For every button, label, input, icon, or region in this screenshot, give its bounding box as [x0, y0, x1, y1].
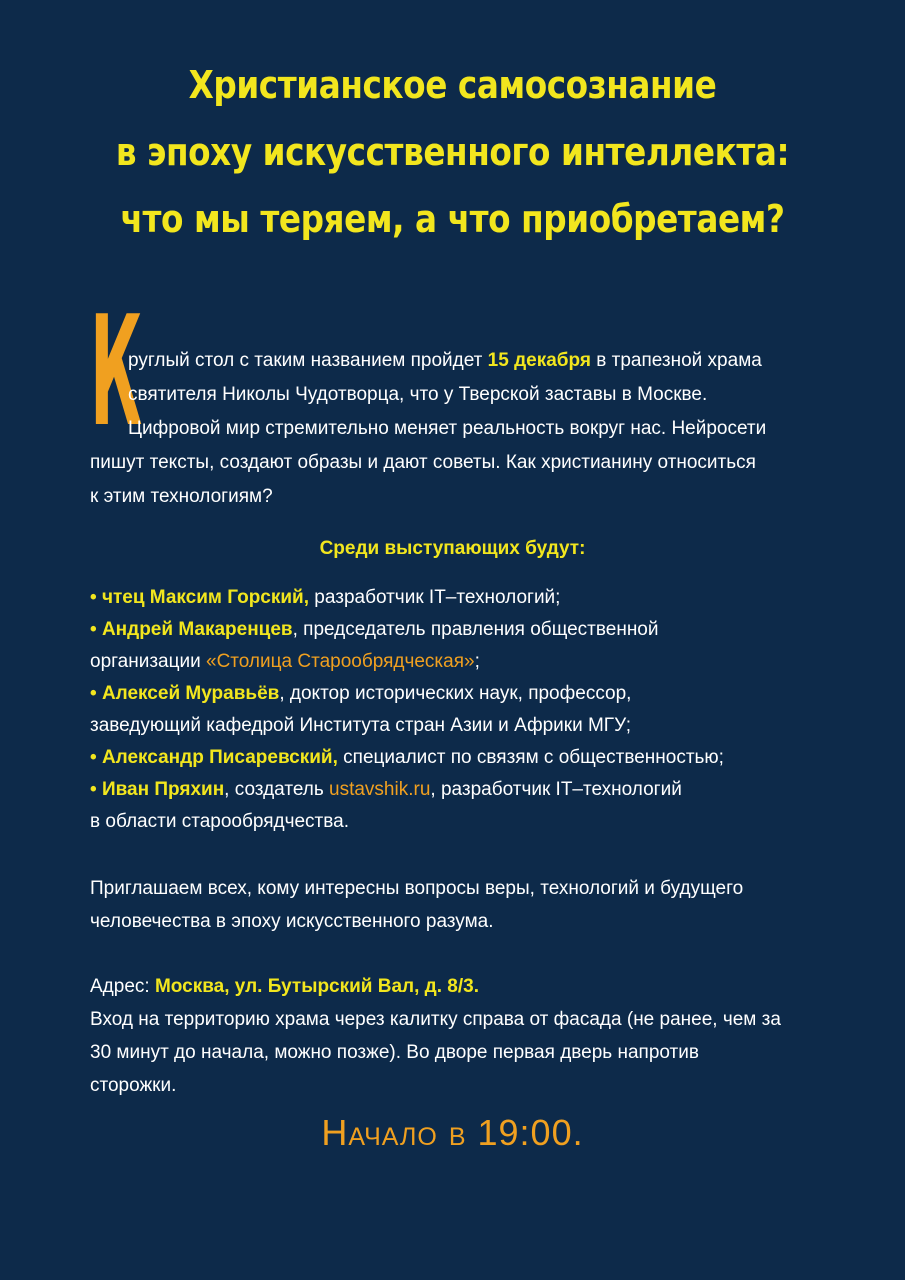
speaker-desc: разработчик IT–технологий;: [309, 587, 561, 608]
intro-line: пишут тексты, создают образы и дают советы. Как христианину относиться: [90, 452, 756, 473]
bullet: •: [90, 587, 97, 608]
list-item-continuation: в области старообрядчества.: [90, 811, 349, 832]
list-item-continuation: [90, 646, 830, 678]
invitation-paragraph: [90, 872, 830, 938]
intro-line: святителя Николы Чудотворца, что у Тверской заставы в Москве.: [128, 384, 708, 405]
bullet: •: [90, 747, 97, 768]
speakers-list: [90, 582, 830, 838]
bullet: •: [90, 779, 97, 800]
speakers-heading: Среди выступающих будут:: [319, 538, 586, 559]
bullet: •: [90, 683, 97, 704]
list-item: [90, 582, 830, 614]
speaker-name: чтец Максим Горский,: [101, 587, 310, 608]
speaker-desc: , создатель: [224, 779, 330, 800]
website-link[interactable]: ustavshik.ru: [329, 779, 431, 800]
intro-text: в трапезной храма: [590, 350, 762, 371]
speaker-desc: специалист по связям с общественностью;: [337, 747, 724, 768]
title-line: в эпоху искусственного интеллекта:: [115, 130, 790, 174]
address-value: Москва, ул. Бутырский Вал, д. 8/3.: [154, 976, 479, 997]
list-item: [90, 678, 830, 710]
intro-text: руглый стол с таким названием пройдет: [128, 350, 488, 371]
address-label: Адрес:: [90, 976, 155, 997]
intro-line: [128, 344, 762, 377]
event-date: 15 декабря: [487, 350, 591, 371]
bullet: •: [90, 619, 97, 640]
list-item: [90, 742, 830, 774]
speaker-name: Иван Пряхин: [101, 779, 225, 800]
poster-title: [60, 52, 845, 253]
speaker-desc: , разработчик IT–технологий: [430, 779, 682, 800]
list-item: [90, 774, 830, 806]
speaker-name: Андрей Макаренцев: [101, 619, 293, 640]
start-time: Начало в 19:00.: [321, 1112, 584, 1153]
address-line: Вход на территорию храма через калитку справа от фасада (не ранее, чем за: [90, 1009, 781, 1030]
title-line: что мы теряем, а что приобретаем?: [120, 197, 785, 241]
intro-line: Цифровой мир стремительно меняет реальность вокруг нас. Нейросети: [128, 418, 767, 439]
address-line: [90, 970, 830, 1003]
drop-cap: К: [90, 283, 143, 460]
speaker-desc: , председатель правления общественной: [292, 619, 659, 640]
speaker-name: Александр Писаревский,: [101, 747, 338, 768]
organization-link[interactable]: «Столица Старообрядческая»: [206, 651, 475, 672]
speaker-desc: ;: [474, 651, 480, 672]
list-item-continuation: заведующий кафедрой Института стран Азии и Африки МГУ;: [90, 715, 632, 736]
invite-line: человечества в эпоху искусственного разума.: [90, 911, 494, 932]
speaker-name: Алексей Муравьёв: [101, 683, 280, 704]
list-item: [90, 614, 830, 646]
address-line: сторожки.: [90, 1075, 177, 1096]
intro-line: к этим технологиям?: [90, 486, 273, 507]
invite-line: Приглашаем всех, кому интересны вопросы веры, технологий и будущего: [90, 878, 744, 899]
speaker-desc: организации: [90, 651, 206, 672]
title-line: Христианское самосознание: [188, 63, 717, 107]
speaker-desc: , доктор исторических наук, профессор,: [279, 683, 632, 704]
address-block: [90, 970, 830, 1102]
address-line: 30 минут до начала, можно позже). Во дворе первая дверь напротив: [90, 1042, 699, 1063]
